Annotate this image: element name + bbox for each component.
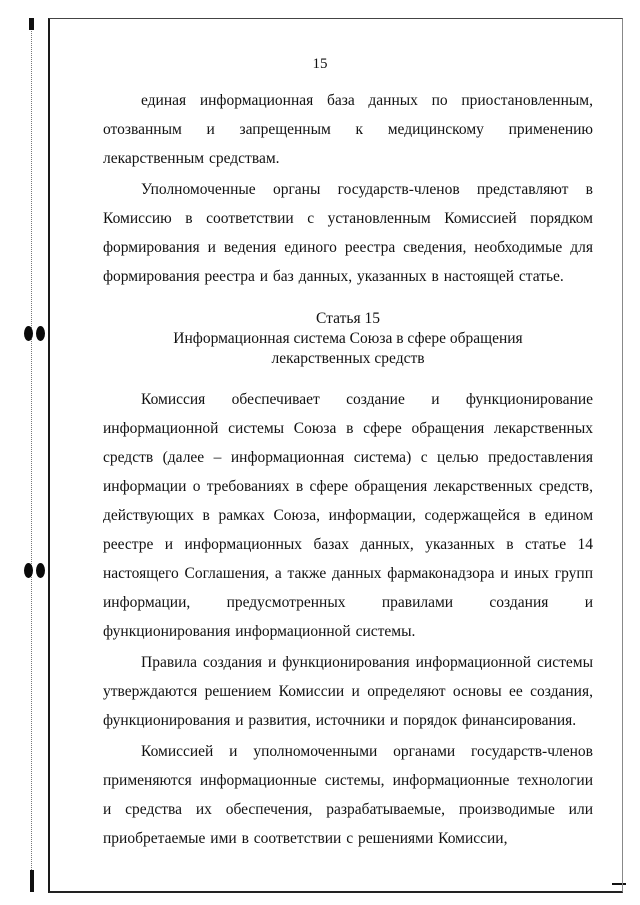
paragraph: Комиссией и уполномоченными органами государств-членов применяются информационные системы, информационные технологии и средства их обеспечения, разрабатываемые, производимые или приобретаемые ими в соответствии с решениями Комиссии,: [103, 743, 593, 847]
punch-hole: [36, 563, 45, 578]
article-number: Статья 15: [316, 310, 380, 327]
article-heading: [103, 309, 593, 369]
paragraph: единая информационная база данных по приостановленным, отозванным и запрещенным к медицинскому применению лекарственным средствам.: [103, 92, 593, 167]
scan-edge-mark: [30, 870, 34, 892]
paragraph: Правила создания и функционирования информационной системы утверждаются решением Комиссии и определяют основы ее создания, функционирования и развития, источники и порядок финансирования.: [103, 654, 593, 729]
paragraph: Комиссия обеспечивает создание и функционирование информационной системы Союза в сфере обращения лекарственных средств (далее – информационная система) с целью предоставления информации о требованиях в сфере обращения лекарственных средств, действующих в рамках Союза, информации, содержащейся в едином реестре и информационных базах данных, указанных в статье 14 настоящего Соглашения, а также данных фармаконадзора и иных групп информации, предусмотренных правилами создания и функционирования информационной системы.: [103, 391, 593, 640]
page-number: 15: [312, 56, 328, 72]
punch-hole: [36, 326, 45, 341]
paragraph: Уполномоченные органы государств-членов представляют в Комиссию в соответствии с установленным Комиссией порядком формирования и ведения единого реестра сведения, необходимые для формирования реестра и баз данных, указанных в настоящей статье.: [103, 181, 593, 285]
article-title-line: лекарственных средств: [271, 350, 425, 367]
scan-edge-mark: [29, 18, 34, 30]
article-title-line: Информационная система Союза в сфере обращения: [173, 330, 523, 347]
scan-left-edge: [31, 22, 34, 892]
punch-hole: [24, 563, 33, 578]
punch-hole: [24, 326, 33, 341]
document-body: [103, 86, 593, 853]
